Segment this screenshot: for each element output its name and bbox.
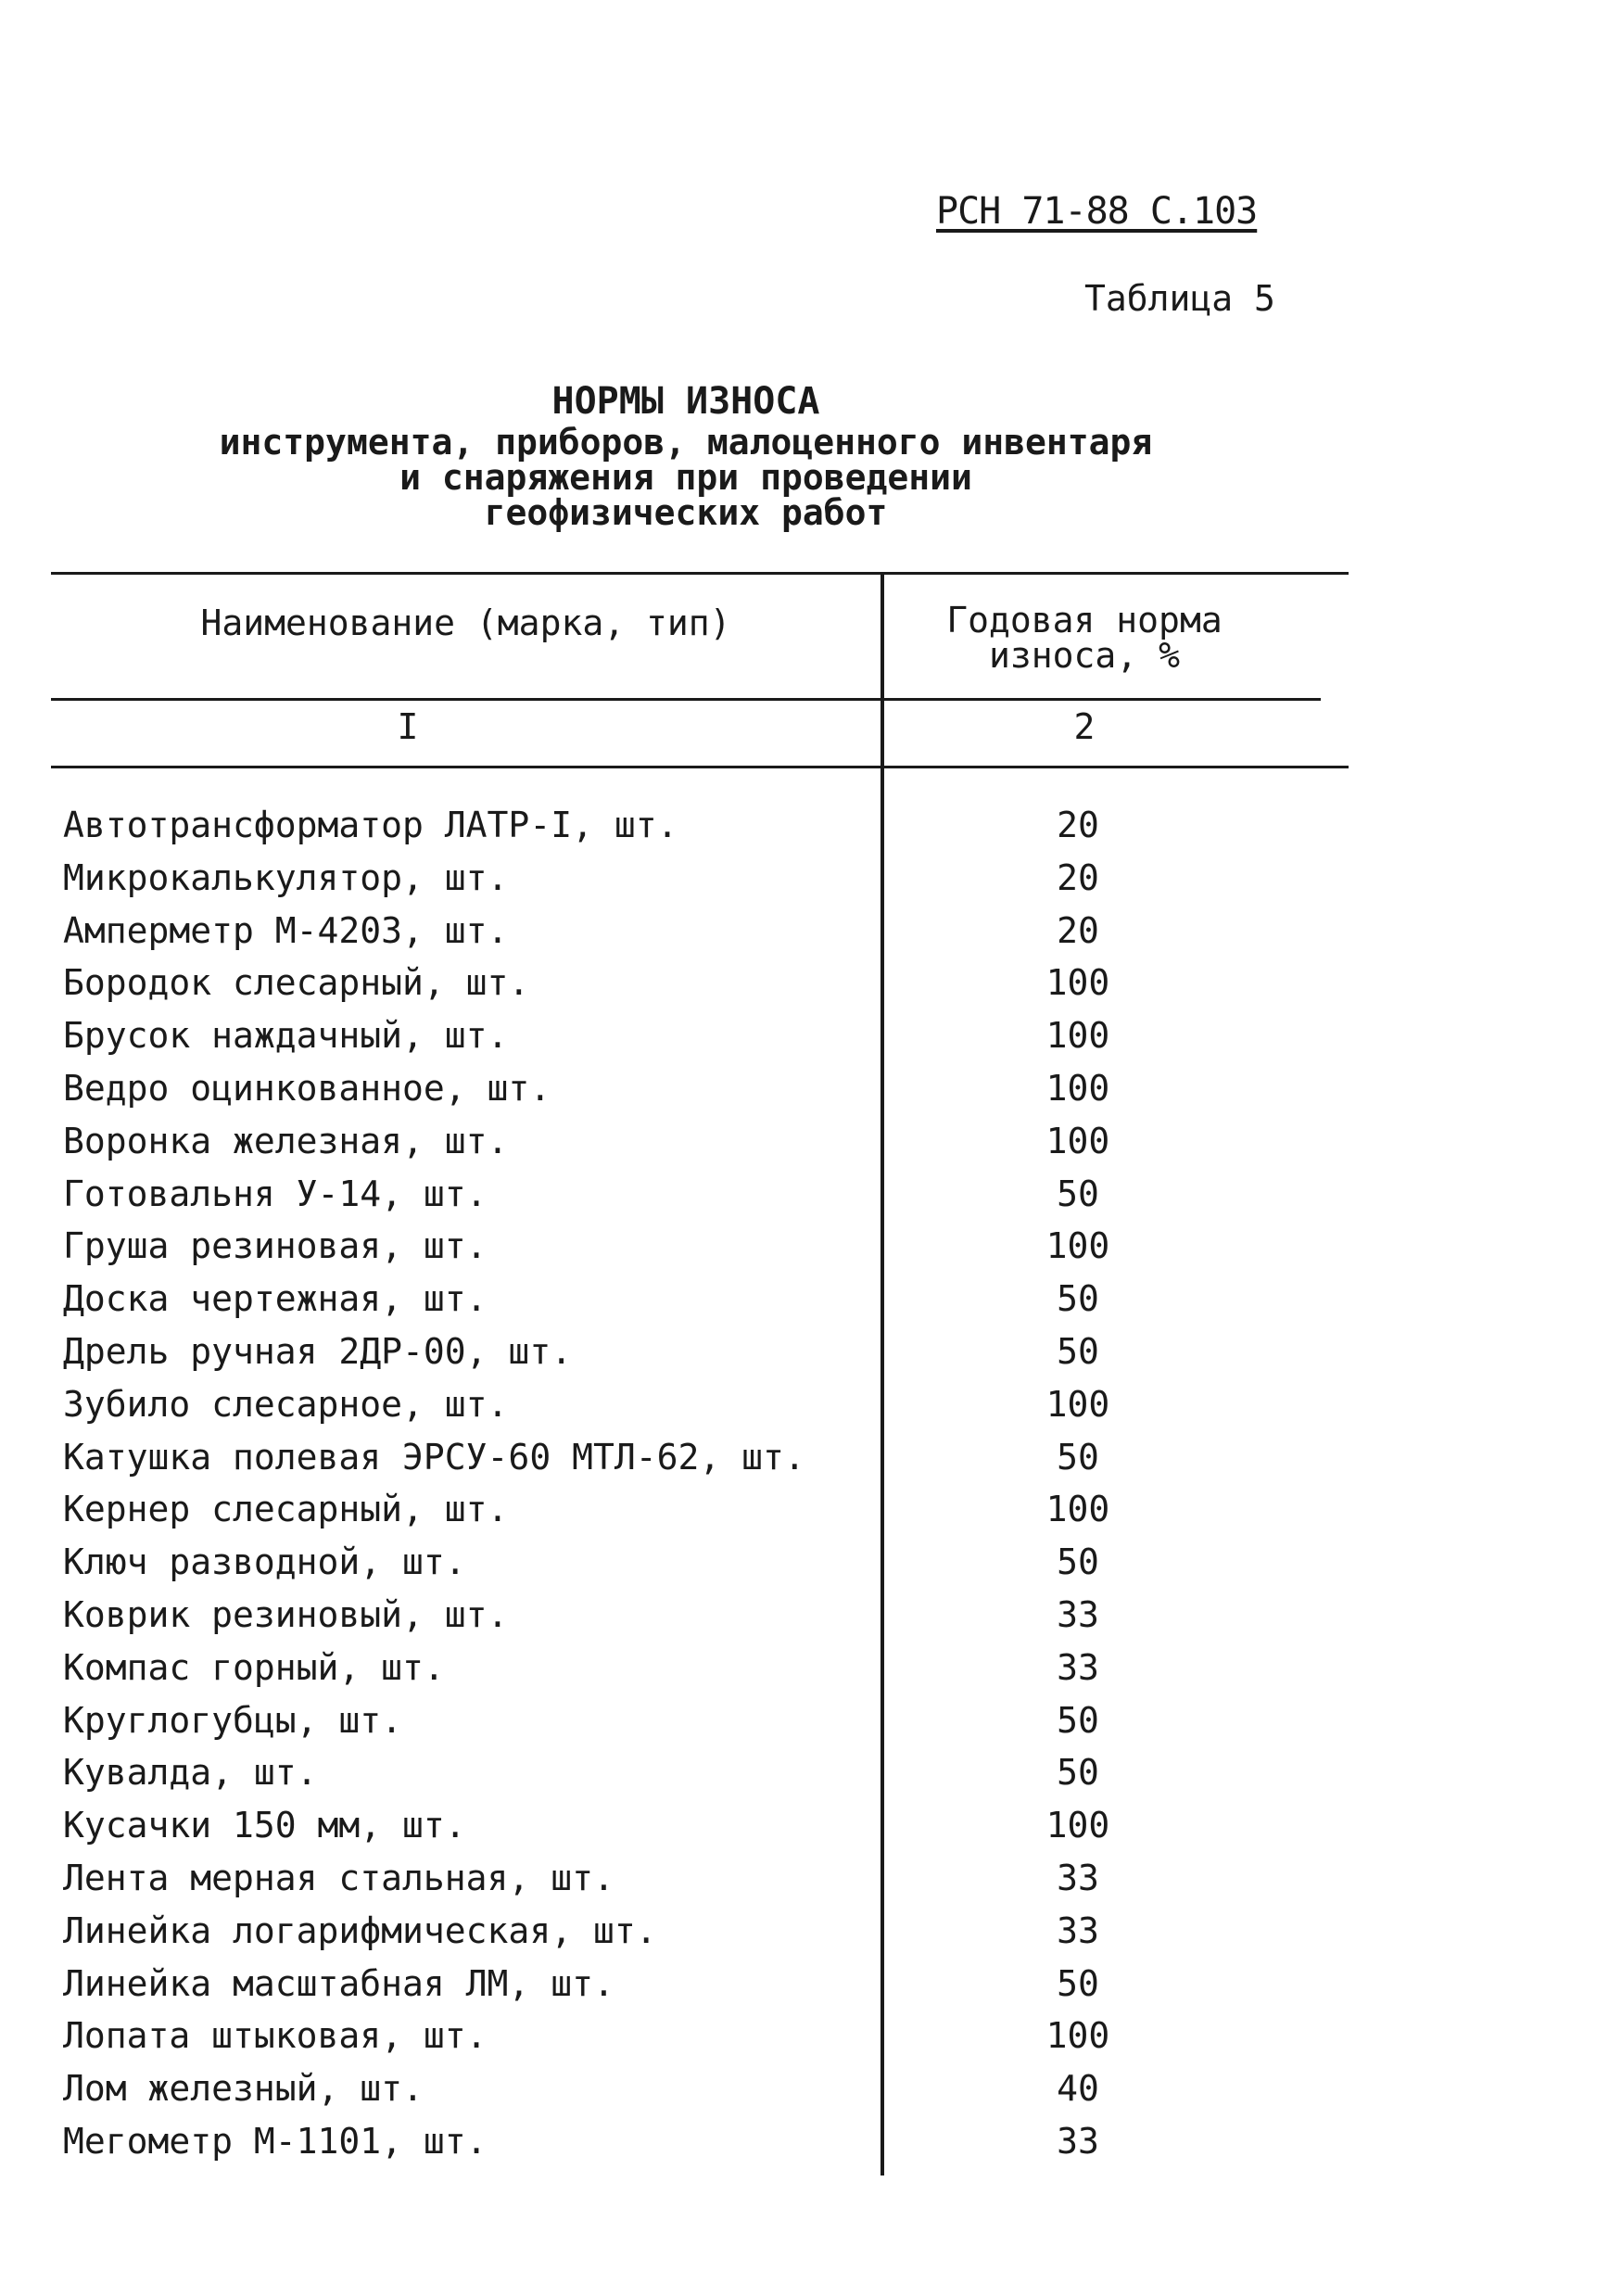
title-line-2: и снаряжения при проведении [399, 457, 972, 498]
item-name: Компас горный, шт. [63, 1646, 445, 1688]
item-name: Линейка масштабная ЛМ, шт. [63, 1962, 614, 2004]
wear-rate: 100 [1045, 1805, 1110, 1846]
wear-rate: 100 [1045, 962, 1110, 1004]
table-row [63, 1589, 1268, 1642]
wear-rate: 50 [1057, 1436, 1099, 1478]
table-row [63, 1168, 1268, 1221]
item-name: Доска чертежная, шт. [63, 1278, 488, 1320]
wear-rate: 50 [1057, 1699, 1099, 1741]
table-row [63, 2062, 1268, 2115]
table-row [63, 1852, 1268, 1905]
table-row [63, 1062, 1268, 1115]
table-row [63, 1378, 1268, 1431]
table-row [63, 1115, 1268, 1168]
item-name: Лом железный, шт. [63, 2068, 424, 2110]
item-name: Круглогубцы, шт. [63, 1699, 403, 1741]
table-row [63, 1536, 1268, 1589]
table-row [63, 1273, 1268, 1326]
wear-rate: 50 [1057, 1541, 1099, 1583]
header-bottom-rule [51, 698, 1321, 701]
wear-rate: 50 [1057, 1962, 1099, 2004]
item-name: Кусачки 150 мм, шт. [63, 1805, 466, 1846]
table-row [63, 1326, 1268, 1378]
item-name: Линейка логарифмическая, шт. [63, 1909, 657, 1951]
table-row [63, 1694, 1268, 1747]
item-name: Готовальня У-14, шт. [63, 1173, 488, 1214]
table-row [63, 799, 1268, 852]
column-number-1: I [397, 706, 419, 747]
item-name: Груша резиновая, шт. [63, 1225, 488, 1267]
wear-rate: 100 [1045, 2015, 1110, 2057]
table-row [63, 1483, 1268, 1536]
item-name: Катушка полевая ЭРСУ-60 МТЛ-62, шт. [63, 1436, 805, 1478]
wear-rate: 33 [1057, 2120, 1099, 2162]
title-main: НОРМЫ ИЗНОСА [551, 380, 820, 423]
item-name: Ведро оцинкованное, шт. [63, 1067, 551, 1109]
item-name: Зубило слесарное, шт. [63, 1383, 509, 1425]
table-row [63, 1746, 1268, 1799]
wear-rate: 100 [1045, 1383, 1110, 1425]
wear-rate: 50 [1057, 1330, 1099, 1372]
item-name: Амперметр М-4203, шт. [63, 909, 509, 951]
wear-rate: 100 [1045, 1225, 1110, 1267]
wear-rate: 50 [1057, 1173, 1099, 1214]
wear-rate: 33 [1057, 1593, 1099, 1635]
table-body [63, 799, 1268, 2168]
item-name: Ключ разводной, шт. [63, 1541, 466, 1583]
document-code: РСН 71-88 С.103 [936, 190, 1258, 233]
item-name: Кернер слесарный, шт. [63, 1489, 509, 1530]
wear-rate: 40 [1057, 2068, 1099, 2110]
item-name: Микрокалькулятор, шт. [63, 856, 509, 898]
table-row [63, 957, 1268, 1009]
table-label: Таблица 5 [1084, 278, 1275, 319]
table-row [63, 1642, 1268, 1694]
item-name: Автотрансформатор ЛАТР-I, шт. [63, 805, 678, 845]
title-line-3: геофизических работ [484, 492, 888, 533]
column-number-2: 2 [1073, 706, 1096, 747]
table-row [63, 1905, 1268, 1958]
item-name: Бородок слесарный, шт. [63, 962, 530, 1004]
item-name: Коврик резиновый, шт. [63, 1593, 509, 1635]
table-row [63, 2010, 1268, 2062]
table-row [63, 1431, 1268, 1484]
wear-rate: 50 [1057, 1752, 1099, 1794]
table-top-rule [51, 572, 1349, 575]
wear-rate: 20 [1057, 856, 1099, 898]
wear-rate: 100 [1045, 1120, 1110, 1161]
item-name: Брусок наждачный, шт. [63, 1015, 509, 1057]
column-header-norm: Годовая норма износа, % [946, 600, 1223, 676]
item-name: Мегометр М-1101, шт. [63, 2120, 488, 2162]
wear-rate: 100 [1045, 1489, 1110, 1530]
item-name: Лопата штыковая, шт. [63, 2015, 488, 2057]
numbers-bottom-rule [51, 766, 1349, 768]
item-name: Кувалда, шт. [63, 1752, 318, 1794]
wear-rate: 20 [1057, 909, 1099, 951]
wear-rate: 20 [1057, 805, 1099, 845]
item-name: Лента мерная стальная, шт. [63, 1857, 614, 1898]
wear-rate: 50 [1057, 1278, 1099, 1320]
wear-rate: 33 [1057, 1909, 1099, 1951]
item-name: Дрель ручная 2ДР-00, шт. [63, 1330, 573, 1372]
table-row [63, 852, 1268, 905]
wear-rate: 100 [1045, 1015, 1110, 1057]
table-row [63, 1220, 1268, 1273]
item-name: Воронка железная, шт. [63, 1120, 509, 1161]
table-row [63, 1799, 1268, 1852]
table-row [63, 1958, 1268, 2011]
wear-rate: 33 [1057, 1857, 1099, 1898]
table-row [63, 905, 1268, 958]
title-line-1: инструмента, приборов, малоценного инвентаря [219, 422, 1153, 463]
table-row [63, 1009, 1268, 1062]
column-header-name: Наименование (марка, тип) [200, 603, 731, 643]
table-title [139, 378, 1233, 533]
table-row [63, 2115, 1268, 2168]
wear-rate: 33 [1057, 1646, 1099, 1688]
wear-rate: 100 [1045, 1067, 1110, 1109]
